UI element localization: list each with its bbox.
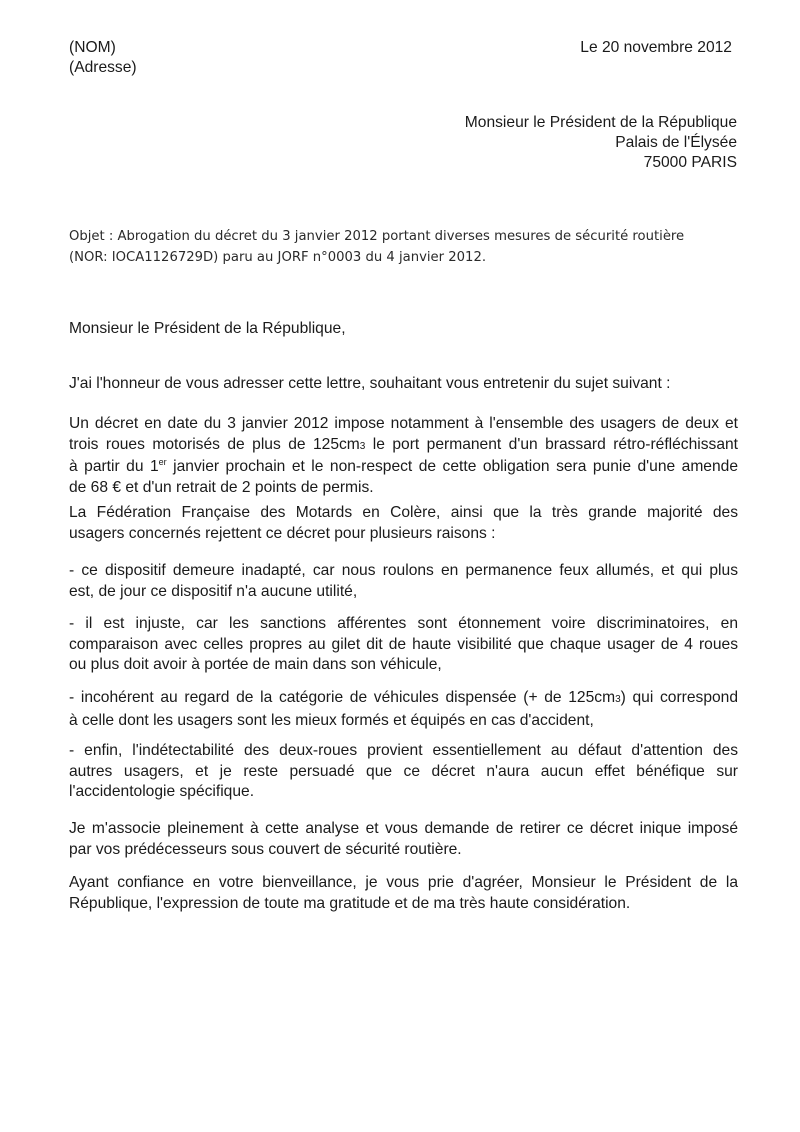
paragraph-intro <box>69 374 738 395</box>
paragraph-reason-3 <box>69 688 738 731</box>
cubic-subscript: 3 <box>359 440 366 452</box>
closing-line-1: Ayant confiance en votre bienveillance, je vous prie d'agréer, Monsieur le Président de la <box>69 874 738 891</box>
reason3-line-2: à celle dont les usagers sont les mieux formés et équipés en cas d'accident, <box>69 711 594 729</box>
salutation: Monsieur le Président de la République, <box>69 320 346 337</box>
intro-line: J'ai l'honneur de vous adresser cette lettre, souhaitant vous entretenir du sujet suivant : <box>69 375 671 392</box>
cubic-subscript: 3 <box>615 694 621 705</box>
sender-block <box>69 38 137 78</box>
decree-line-2a: trois roues motorisés de plus de 125cm <box>69 435 360 453</box>
subject-block <box>69 226 684 268</box>
recipient-line-1: Monsieur le Président de la République <box>464 114 737 131</box>
reason4-line-2: autres usagers, et je reste persuadé que ce décret n'aura aucun effet bénéfique sur <box>69 762 738 780</box>
paragraph-decree <box>69 414 738 498</box>
paragraph-reason-1 <box>69 561 738 602</box>
reason1-line-1: - ce dispositif demeure inadapté, car nous roulons en permanence feux allumés, et qui plus <box>69 562 738 579</box>
reason3-line-1b: ) qui correspond <box>620 689 739 706</box>
reason1-line-2: est, de jour ce dispositif n'a aucune utilité, <box>69 582 358 600</box>
decree-line-3a: à partir du 1 <box>69 458 159 475</box>
reason4-line-3: l'accidentologie spécifique. <box>69 783 255 800</box>
paragraph-closing <box>69 873 738 914</box>
decree-line-3 <box>69 457 738 478</box>
subject-line-1: Objet : Abrogation du décret du 3 janvier 2012 portant diverses mesures de sécurité routière <box>69 229 685 244</box>
recipient-block <box>465 113 737 173</box>
reason2-line-1: - il est injuste, car les sanctions afférentes sont étonnement voire discriminatoires, en <box>69 615 738 632</box>
recipient-line-2: Palais de l'Élysée <box>615 134 737 151</box>
decree-line-3b: janvier prochain et le non-respect de cette obligation sera punie d'une amende <box>166 458 738 475</box>
reason3-line-1a: - incohérent au regard de la catégorie de véhicules dispensée (+ de 125cm <box>69 689 616 706</box>
paragraph-reason-2 <box>69 614 738 676</box>
sender-name: (NOM) <box>69 39 116 56</box>
reason2-line-3: ou plus doit avoir à portée de main dans son véhicule, <box>69 656 442 673</box>
subject-line-2: (NOR: IOCA1126729D) paru au JORF n°0003 du 4 janvier 2012. <box>69 250 487 265</box>
decree-line-4: de 68 € et d'un retrait de 2 points de permis. <box>69 478 374 496</box>
associate-line-1: Je m'associe pleinement à cette analyse et vous demande de retirer ce décret inique imposé <box>69 820 738 837</box>
ordinal-superscript: er <box>158 456 167 467</box>
sender-address: (Adresse) <box>69 59 137 76</box>
recipient-line-3: 75000 PARIS <box>643 154 737 171</box>
federation-line-2: usagers concernés rejettent ce décret pour plusieurs raisons : <box>69 524 496 542</box>
reason2-line-2: comparaison avec celles propres au gilet dit de haute visibilité que chaque usager de 4 roues <box>69 635 738 653</box>
letter-date: Le 20 novembre 2012 <box>580 39 732 56</box>
reason4-line-1: - enfin, l'indétectabilité des deux-roues provient essentiellement au défaut d'attention des <box>69 742 738 759</box>
decree-line-1: Un décret en date du 3 janvier 2012 impose notamment à l'ensemble des usagers de deux et <box>69 415 738 432</box>
paragraph-associate <box>69 819 738 860</box>
decree-line-2 <box>69 435 738 458</box>
reason3-line-1 <box>69 688 738 711</box>
paragraph-federation <box>69 503 738 544</box>
federation-line-1: La Fédération Française des Motards en Colère, ainsi que la très grande majorité des <box>69 504 738 521</box>
associate-line-2: par vos prédécesseurs sous couvert de sécurité routière. <box>69 840 462 858</box>
paragraph-reason-4 <box>69 741 738 803</box>
closing-line-2: République, l'expression de toute ma gratitude et de ma très haute considération. <box>69 894 631 912</box>
decree-line-2b: le port permanent d'un brassard rétro-réfléchissant <box>365 435 739 453</box>
